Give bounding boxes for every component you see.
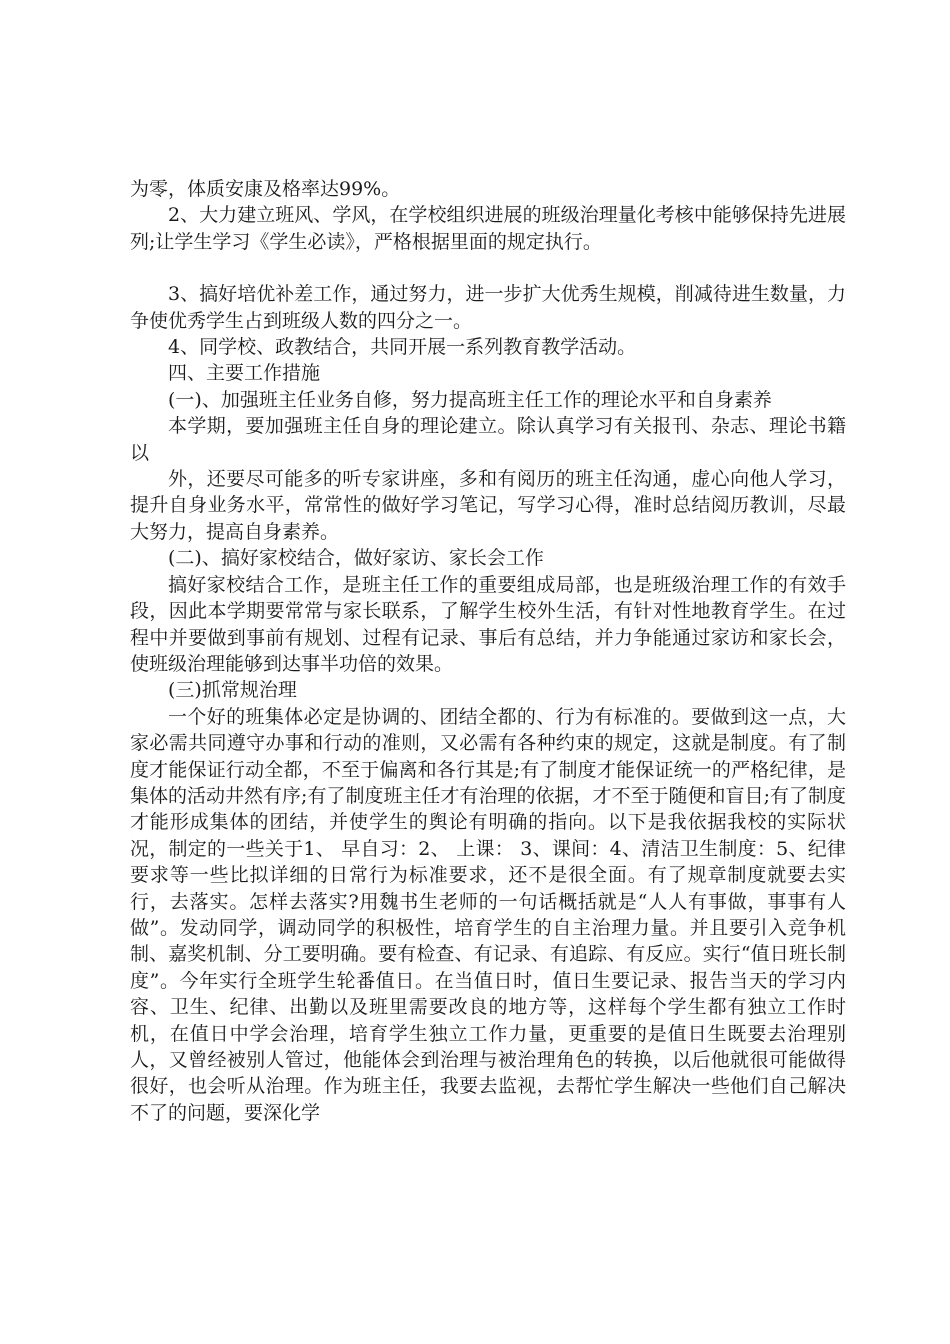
paragraph-2: 2、大力建立班风、学风，在学校组织进展的班级治理量化考核中能够保持先进展列;让学生学习《学生必读》，严格根据里面的规定执行。 <box>130 204 846 253</box>
paragraph-4: 4、同学校、政教结合，共同开展一系列教育教学活动。 <box>168 336 637 359</box>
subheading-1: (一)、加强班主任业务自修，努力提高班主任工作的理论水平和自身素养 <box>168 388 772 411</box>
paragraph-6: 外，还要尽可能多的听专家讲座，多和有阅历的班主任沟通，虚心向他人学习，提升自身业务水平，常常性的做好学习笔记，写学习心得，准时总结阅历教训，尽最大努力，提高自身素养。 <box>130 468 846 543</box>
paragraph-8: 一个好的班集体必定是协调的、团结全都的、行为有标准的。要做到这一点，大家必需共同遵守办事和行动的准则，又必需有各种约束的规定，这就是制度。有了制度才能保证行动全都，不至于偏离和各行其是;有了制度才能保证统一的严格纪律，是集体的活动井然有序;有了制度班主任才有治理的依据，才不至于随便和盲目;有了制度才能形成集体的团结，并使学生的舆论有明确的指向。以下是我依据我校的实际状况，制定的一些关于1、 早自习：2、 上课： 3、课间：4、清洁卫生制度：5、纪律要求等一些比拟详细的日常行为标准要求，还不是很全面。有了规章制度就要去实行，去落实。怎样去落实?用魏书生老师的一句话概括就是“人人有事做，事事有人做”。发动同学，调动同学的积极性，培育学生的自主治理力量。并且要引入竞争机制、嘉奖机制、分工要明确。要有检查、有记录、有追踪、有反应。实行“值日班长制度”。今年实行全班学生轮番值日。在当值日时，值日生要记录、报告当天的学习内容、卫生、纪律、出勤以及班里需要改良的地方等，这样每个学生都有独立工作时机，在值日中学会治理，培育学生独立工作力量，更重要的是值日生既要去治理别人，又曾经被别人管过，他能体会到治理与被治理角色的转换，以后他就很可能做得很好，也会听从治理。作为班主任，我要去监视，去帮忙学生解决一些他们自己解决不了的问题，要深化学 <box>130 705 846 1124</box>
subheading-2: (二)、搞好家校结合，做好家访、家长会工作 <box>168 547 544 570</box>
section-heading-4: 四、主要工作措施 <box>168 362 321 385</box>
paragraph-1: 为零，体质安康及格率达99%。 <box>130 178 401 200</box>
paragraph-5: 本学期，要加强班主任自身的理论建立。除认真学习有关报刊、杂志、理论书籍以 <box>130 415 846 464</box>
paragraph-3: 3、搞好培优补差工作，通过努力，进一步扩大优秀生规模，削减待进生数量，力争使优秀学生占到班级人数的四分之一。 <box>130 283 846 332</box>
paragraph-7: 搞好家校结合工作，是班主任工作的重要组成局部，也是班级治理工作的有效手段，因此本学期要常常与家长联系，了解学生校外生活，有针对性地教育学生。在过程中并要做到事前有规划、过程有记录、事后有总结，并力争能通过家访和家长会，使班级治理能够到达事半功倍的效果。 <box>130 573 846 675</box>
document-body <box>130 176 846 1126</box>
blank-line <box>130 255 846 281</box>
subheading-3: (三)抓常规治理 <box>168 679 297 702</box>
